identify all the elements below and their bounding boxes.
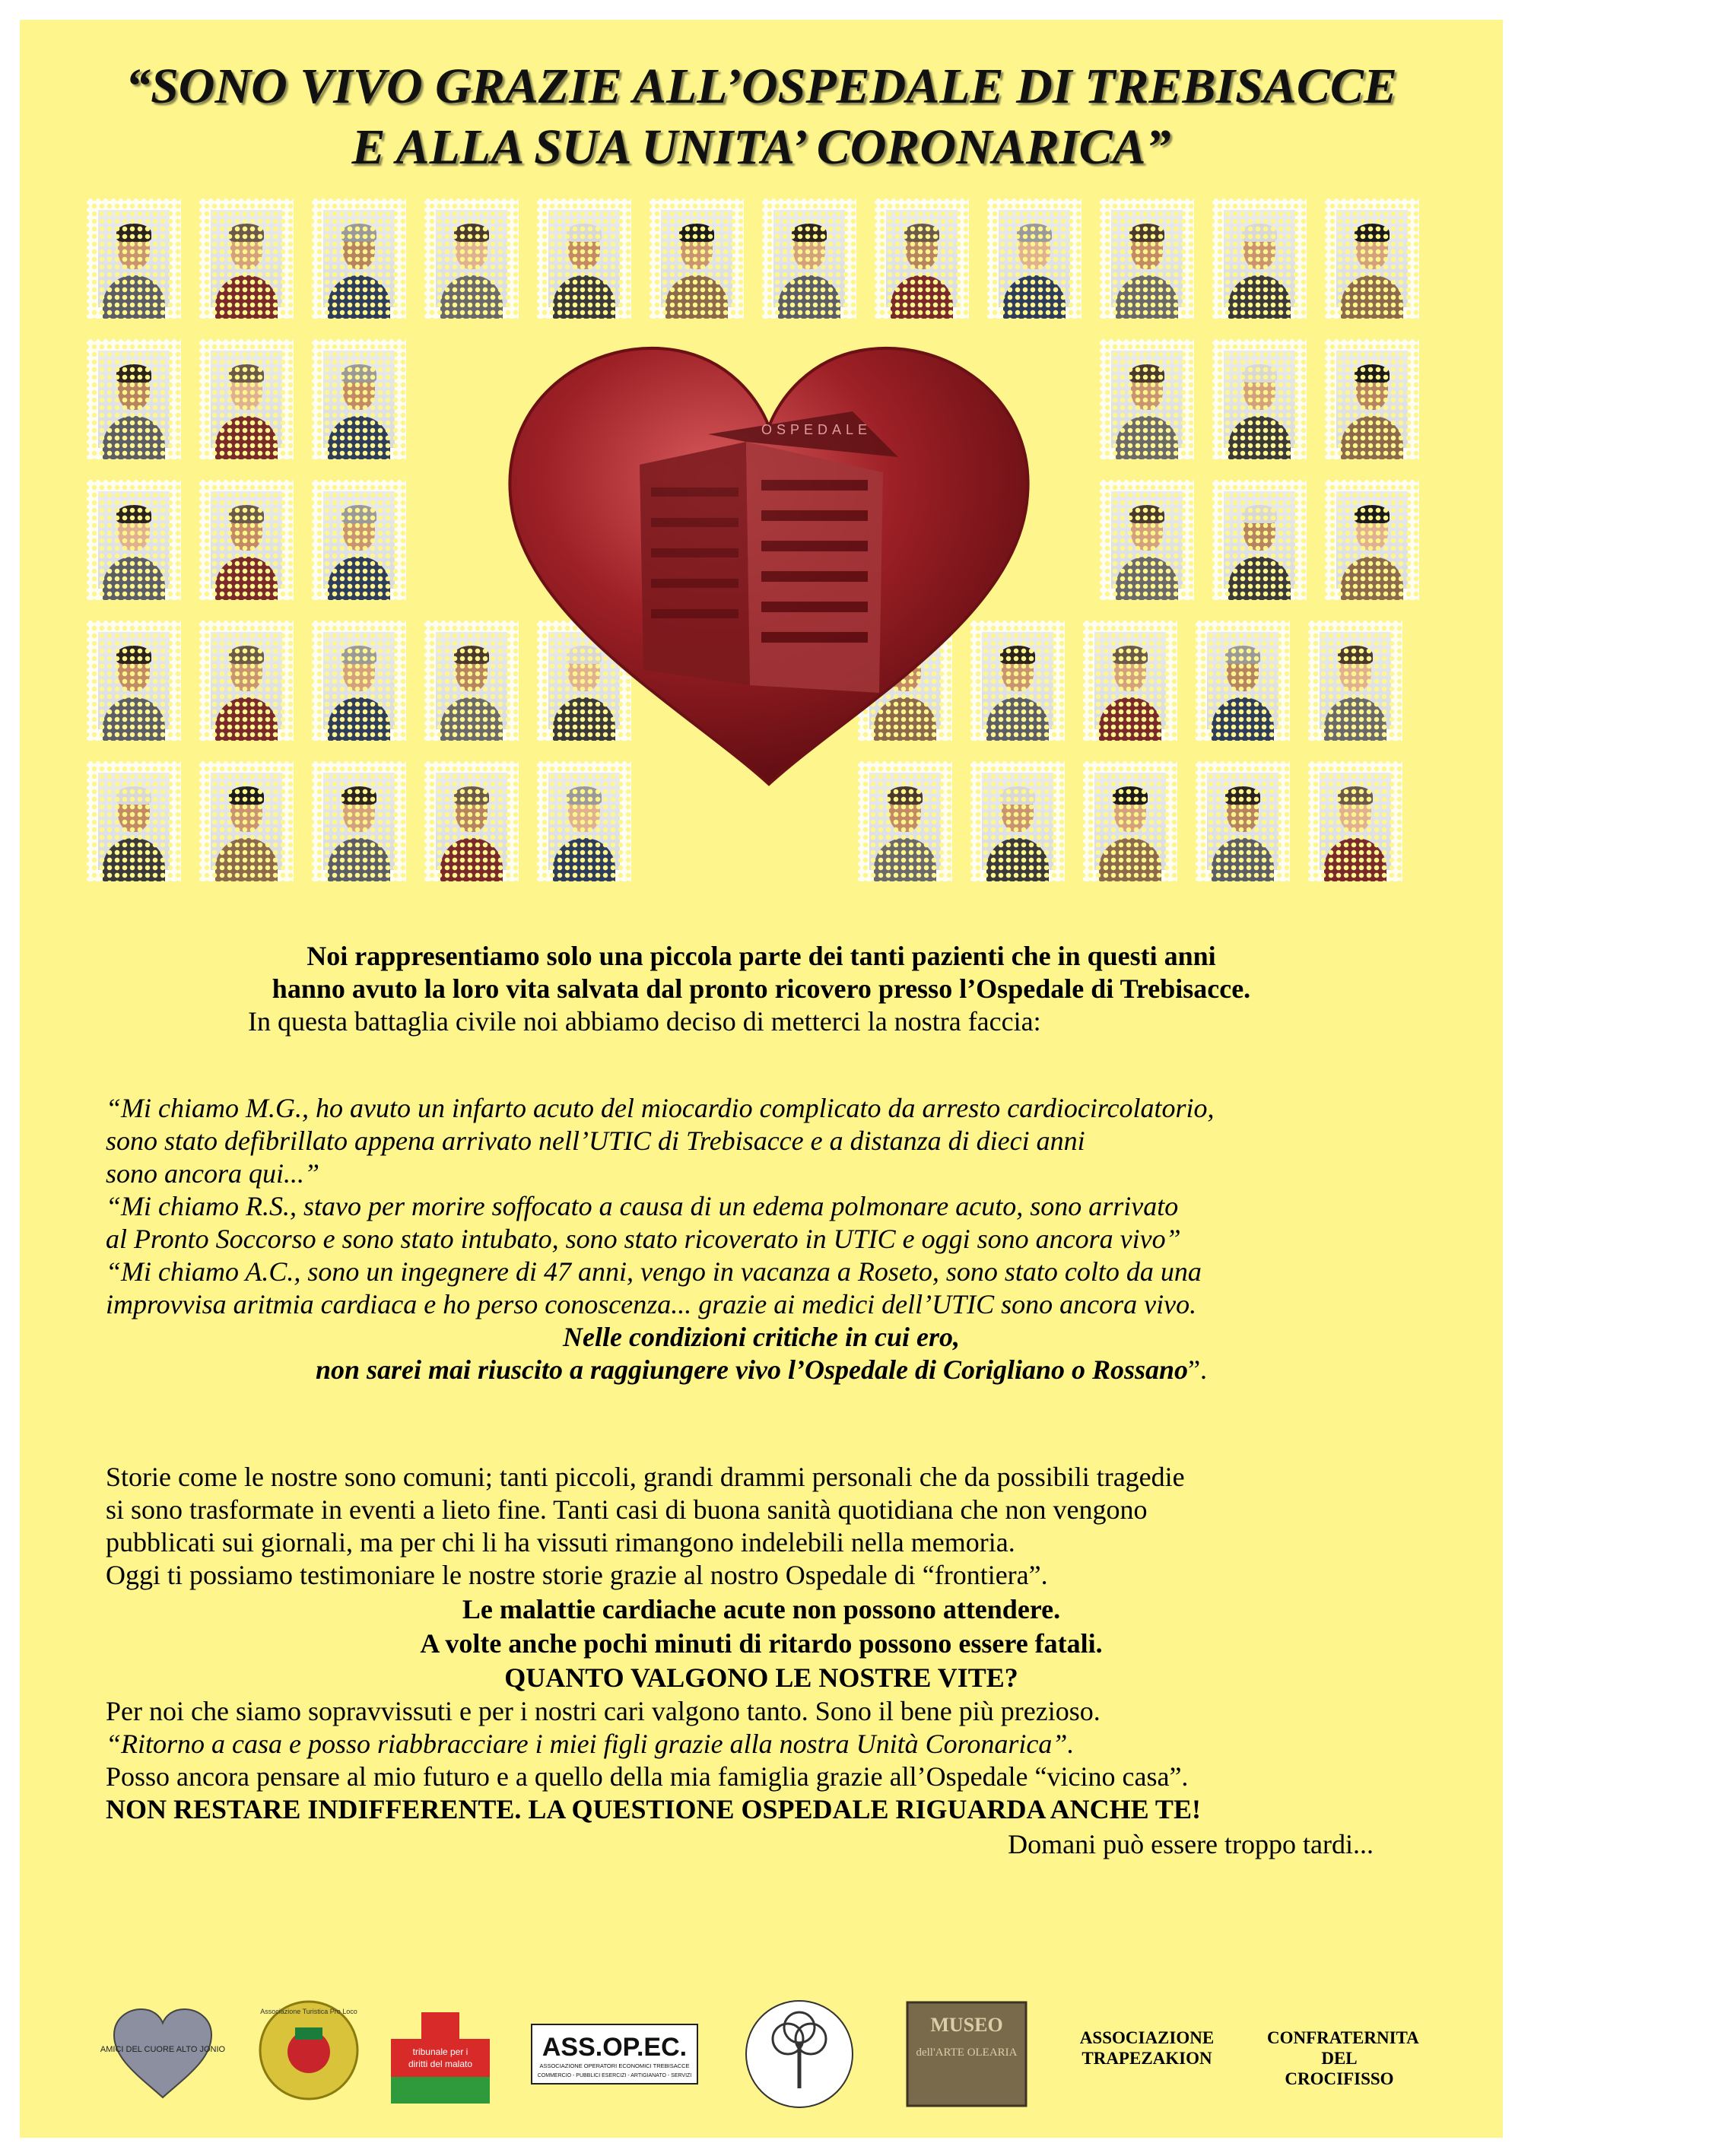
portrait-stamp	[1325, 198, 1419, 319]
sponsor-logos	[20, 1997, 1503, 2126]
testimonial-ac-1: “Mi chiamo A.C., sono un ingegnere di 47 anni, vengo in vacanza a Roseto, sono stato colto da una	[106, 1256, 1202, 1287]
portrait-stamp	[1083, 621, 1177, 741]
trapezakion-line-2: TRAPEZAKION	[1081, 2049, 1212, 2068]
portrait-photo	[211, 491, 282, 589]
portrait-stamp	[650, 198, 744, 319]
portrait-photo	[323, 351, 395, 448]
stories-line-4: Oggi ti possiamo testimoniare le nostre storie grazie al nostro Ospedale di “frontiera”.	[106, 1560, 1048, 1590]
testimonial-ac-4-end: ”.	[1188, 1354, 1208, 1385]
portrait-stamp	[87, 480, 181, 600]
testimonials	[20, 1092, 1589, 1321]
testimonial-mg-3: sono ancora qui...”	[106, 1158, 320, 1189]
portrait-photo	[1224, 491, 1295, 589]
portrait-photo	[661, 210, 732, 307]
closing-line-4: NON RESTARE INDIFFERENTE. LA QUESTIONE OSPEDALE RIGUARDA ANCHE TE!	[106, 1794, 1201, 1824]
trapezakion-logo	[1078, 2027, 1215, 2069]
intro-line-1: Noi rappresentiamo solo una piccola parte dei tanti pazienti che in questi anni	[306, 941, 1216, 971]
portrait-photo	[1094, 632, 1166, 729]
amici-del-cuore-logo	[100, 2005, 226, 2104]
amici-text: AMICI DEL CUORE ALTO JONIO	[100, 2045, 226, 2054]
closing-line-1: Per noi che siamo sopravvissuti e per i nostri cari valgono tanto. Sono il bene più prezioso.	[106, 1696, 1101, 1726]
pro-loco-logo	[256, 1997, 362, 2104]
closing-line-2: “Ritorno a casa e posso riabbracciare i miei figli grazie alla nostra Unità Coronarica”.	[106, 1729, 1075, 1759]
portrait-photo	[999, 210, 1070, 307]
stories-line-1: Storie come le nostre sono comuni; tanti piccoli, grandi drammi personali che da possibili tragedie	[106, 1462, 1185, 1492]
hospital-sign: OSPEDALE	[761, 422, 872, 437]
portrait-stamp	[312, 621, 406, 741]
portrait-photo	[1207, 632, 1278, 729]
testimonial-ac-4-text: non sarei mai riuscito a raggiungere vivo l’Ospedale di Corigliano o Rossano	[315, 1354, 1189, 1385]
museo-text-2: dell'ARTE OLEARIA	[916, 2046, 1018, 2059]
testimonial-rs-1: “Mi chiamo R.S., stavo per morire soffocato a causa di un edema polmonare acuto, sono arrivato	[106, 1191, 1179, 1221]
confraternita-line-2: DEL	[1321, 2049, 1358, 2068]
portrait-photo	[323, 773, 395, 870]
portrait-stamp	[199, 480, 294, 600]
portrait-photo	[211, 632, 282, 729]
poster	[20, 20, 1503, 2138]
testimonial-mg-1: “Mi chiamo M.G., ho avuto un infarto acuto del miocardio complicato da arresto cardiocircolatorio,	[106, 1093, 1215, 1123]
stories-block	[20, 1461, 1589, 1592]
portrait-stamp	[1100, 480, 1194, 600]
museo-arte-olearia-logo	[906, 2001, 1027, 2107]
portrait-photo	[1336, 491, 1408, 589]
testimonial-rs-2: al Pronto Soccorso e sono stato intubato, sono stato ricoverato in UTIC e oggi sono ancora vivo”	[106, 1224, 1181, 1254]
portrait-stamp	[875, 198, 969, 319]
portrait-stamp	[199, 761, 294, 881]
portrait-stamp	[424, 198, 519, 319]
tribunale-text-2: diritti del malato	[408, 2059, 473, 2069]
portrait-stamp	[1308, 621, 1402, 741]
assopec-sub-2: COMMERCIO - PUBBLICI ESERCIZI - ARTIGIANATO - SERVIZI	[537, 2073, 692, 2078]
confraternita-line-1: CONFRATERNITA	[1267, 2028, 1419, 2047]
portrait-photo	[1336, 351, 1408, 448]
portrait-stamp	[1083, 761, 1177, 881]
intro-line-3: In questa battaglia civile noi abbiamo deciso di metterci la nostra faccia:	[248, 1006, 1041, 1037]
testimonial-ac-emphasis	[20, 1321, 1503, 1386]
portrait-photo	[1111, 351, 1183, 448]
portrait-stamp	[87, 761, 181, 881]
portrait-stamp	[1308, 761, 1402, 881]
portrait-stamp	[87, 198, 181, 319]
emphasis-line-3: QUANTO VALGONO LE NOSTRE VITE?	[504, 1662, 1018, 1693]
portrait-stamp	[1100, 198, 1194, 319]
portrait-stamp	[312, 761, 406, 881]
portrait-stamp	[199, 339, 294, 459]
portrait-photo	[1111, 491, 1183, 589]
portrait-stamp	[537, 198, 631, 319]
portrait-photo	[211, 351, 282, 448]
portrait-stamp	[312, 339, 406, 459]
confraternita-logo	[1267, 2027, 1419, 2089]
portrait-stamp	[87, 621, 181, 741]
intro-block	[20, 940, 1503, 1005]
closing-line-5: Domani può essere troppo tardi...	[1008, 1829, 1374, 1859]
portrait-photo	[1320, 773, 1391, 870]
testimonial-mg-2: sono stato defibrillato appena arrivato nell’UTIC di Trebisacce e a distanza di dieci anni	[106, 1126, 1085, 1156]
portrait-photo	[1336, 210, 1408, 307]
testimonial-ac-3: Nelle condizioni critiche in cui ero,	[563, 1322, 960, 1352]
portrait-photo	[323, 210, 395, 307]
portrait-stamp	[199, 621, 294, 741]
confraternita-line-3: CROCIFISSO	[1285, 2069, 1394, 2088]
tree-circle-logo	[742, 1997, 856, 2111]
portrait-stamp	[1325, 480, 1419, 600]
tribunale-text-1: tribunale per i	[412, 2046, 468, 2057]
portrait-stamp	[1100, 339, 1194, 459]
portrait-photo	[323, 491, 395, 589]
portrait-stamp	[312, 198, 406, 319]
pro-loco-text: Associazione Turistica Pro Loco	[260, 2008, 357, 2015]
poster-title	[20, 56, 1503, 178]
portrait-stamp	[987, 198, 1081, 319]
portrait-stamp	[87, 339, 181, 459]
portrait-photo	[98, 351, 170, 448]
museo-text-1: MUSEO	[930, 2014, 1003, 2036]
portrait-photo	[886, 210, 958, 307]
stories-line-2: si sono trasformate in eventi a lieto fine. Tanti casi di buona sanità quotidiana che non vengono	[106, 1494, 1148, 1525]
stories-line-3: pubblicati sui giornali, ma per chi li ha vissuti rimangono indelebili nella memoria.	[106, 1527, 1015, 1557]
portrait-stamp	[1196, 761, 1290, 881]
portrait-photo	[98, 210, 170, 307]
title-line-2: E ALLA SUA UNITA’ CORONARICA”	[351, 119, 1171, 175]
portrait-stamp	[1325, 339, 1419, 459]
portrait-photo	[1111, 210, 1183, 307]
testimonial-ac-2: improvvisa aritmia cardiaca e ho perso conoscenza... grazie ai medici dell’UTIC sono ancora vivo.	[106, 1289, 1197, 1319]
portrait-stamp	[1196, 621, 1290, 741]
emphasis-block	[20, 1592, 1503, 1695]
portrait-photo	[548, 210, 620, 307]
title-line-1: “SONO VIVO GRAZIE ALL’OSPEDALE DI TREBISACCE	[125, 59, 1397, 114]
portrait-photo	[1224, 351, 1295, 448]
portrait-photo	[98, 773, 170, 870]
testimonial-ac-4	[20, 1354, 1503, 1386]
portrait-photo	[1094, 773, 1166, 870]
assopec-text: ASS.OP.EC.	[542, 2033, 688, 2062]
intro-line-2: hanno avuto la loro vita salvata dal pronto ricovero presso l’Ospedale di Trebisacce.	[272, 973, 1251, 1004]
portrait-stamp	[312, 480, 406, 600]
portrait-photo	[98, 491, 170, 589]
trapezakion-line-1: ASSOCIAZIONE	[1079, 2028, 1215, 2047]
portrait-photo	[1224, 210, 1295, 307]
portrait-photo	[211, 773, 282, 870]
portrait-photo	[98, 632, 170, 729]
portrait-photo	[323, 632, 395, 729]
portrait-photo	[773, 210, 845, 307]
assopec-logo	[531, 2024, 698, 2085]
heart-with-hospital	[488, 328, 1050, 814]
emphasis-line-2: A volte anche pochi minuti di ritardo possono essere fatali.	[420, 1628, 1103, 1659]
portrait-photo	[436, 210, 507, 307]
portrait-stamp	[762, 198, 856, 319]
portrait-stamp	[1212, 198, 1307, 319]
portrait-photo	[211, 210, 282, 307]
closing-line-3: Posso ancora pensare al mio futuro e a quello della mia famiglia grazie all’Ospedale “vicino casa”.	[106, 1761, 1189, 1792]
portrait-photo	[1320, 632, 1391, 729]
closing-block	[20, 1695, 1589, 1826]
portrait-photo	[1207, 773, 1278, 870]
tribunale-diritti-malato-logo	[391, 2012, 490, 2104]
portrait-stamp	[199, 198, 294, 319]
portrait-stamp	[1212, 339, 1307, 459]
emphasis-line-1: Le malattie cardiache acute non possono attendere.	[462, 1594, 1061, 1624]
portrait-stamp	[1212, 480, 1307, 600]
assopec-sub-1: ASSOCIAZIONE OPERATORI ECONOMICI TREBISACCE	[539, 2062, 690, 2069]
